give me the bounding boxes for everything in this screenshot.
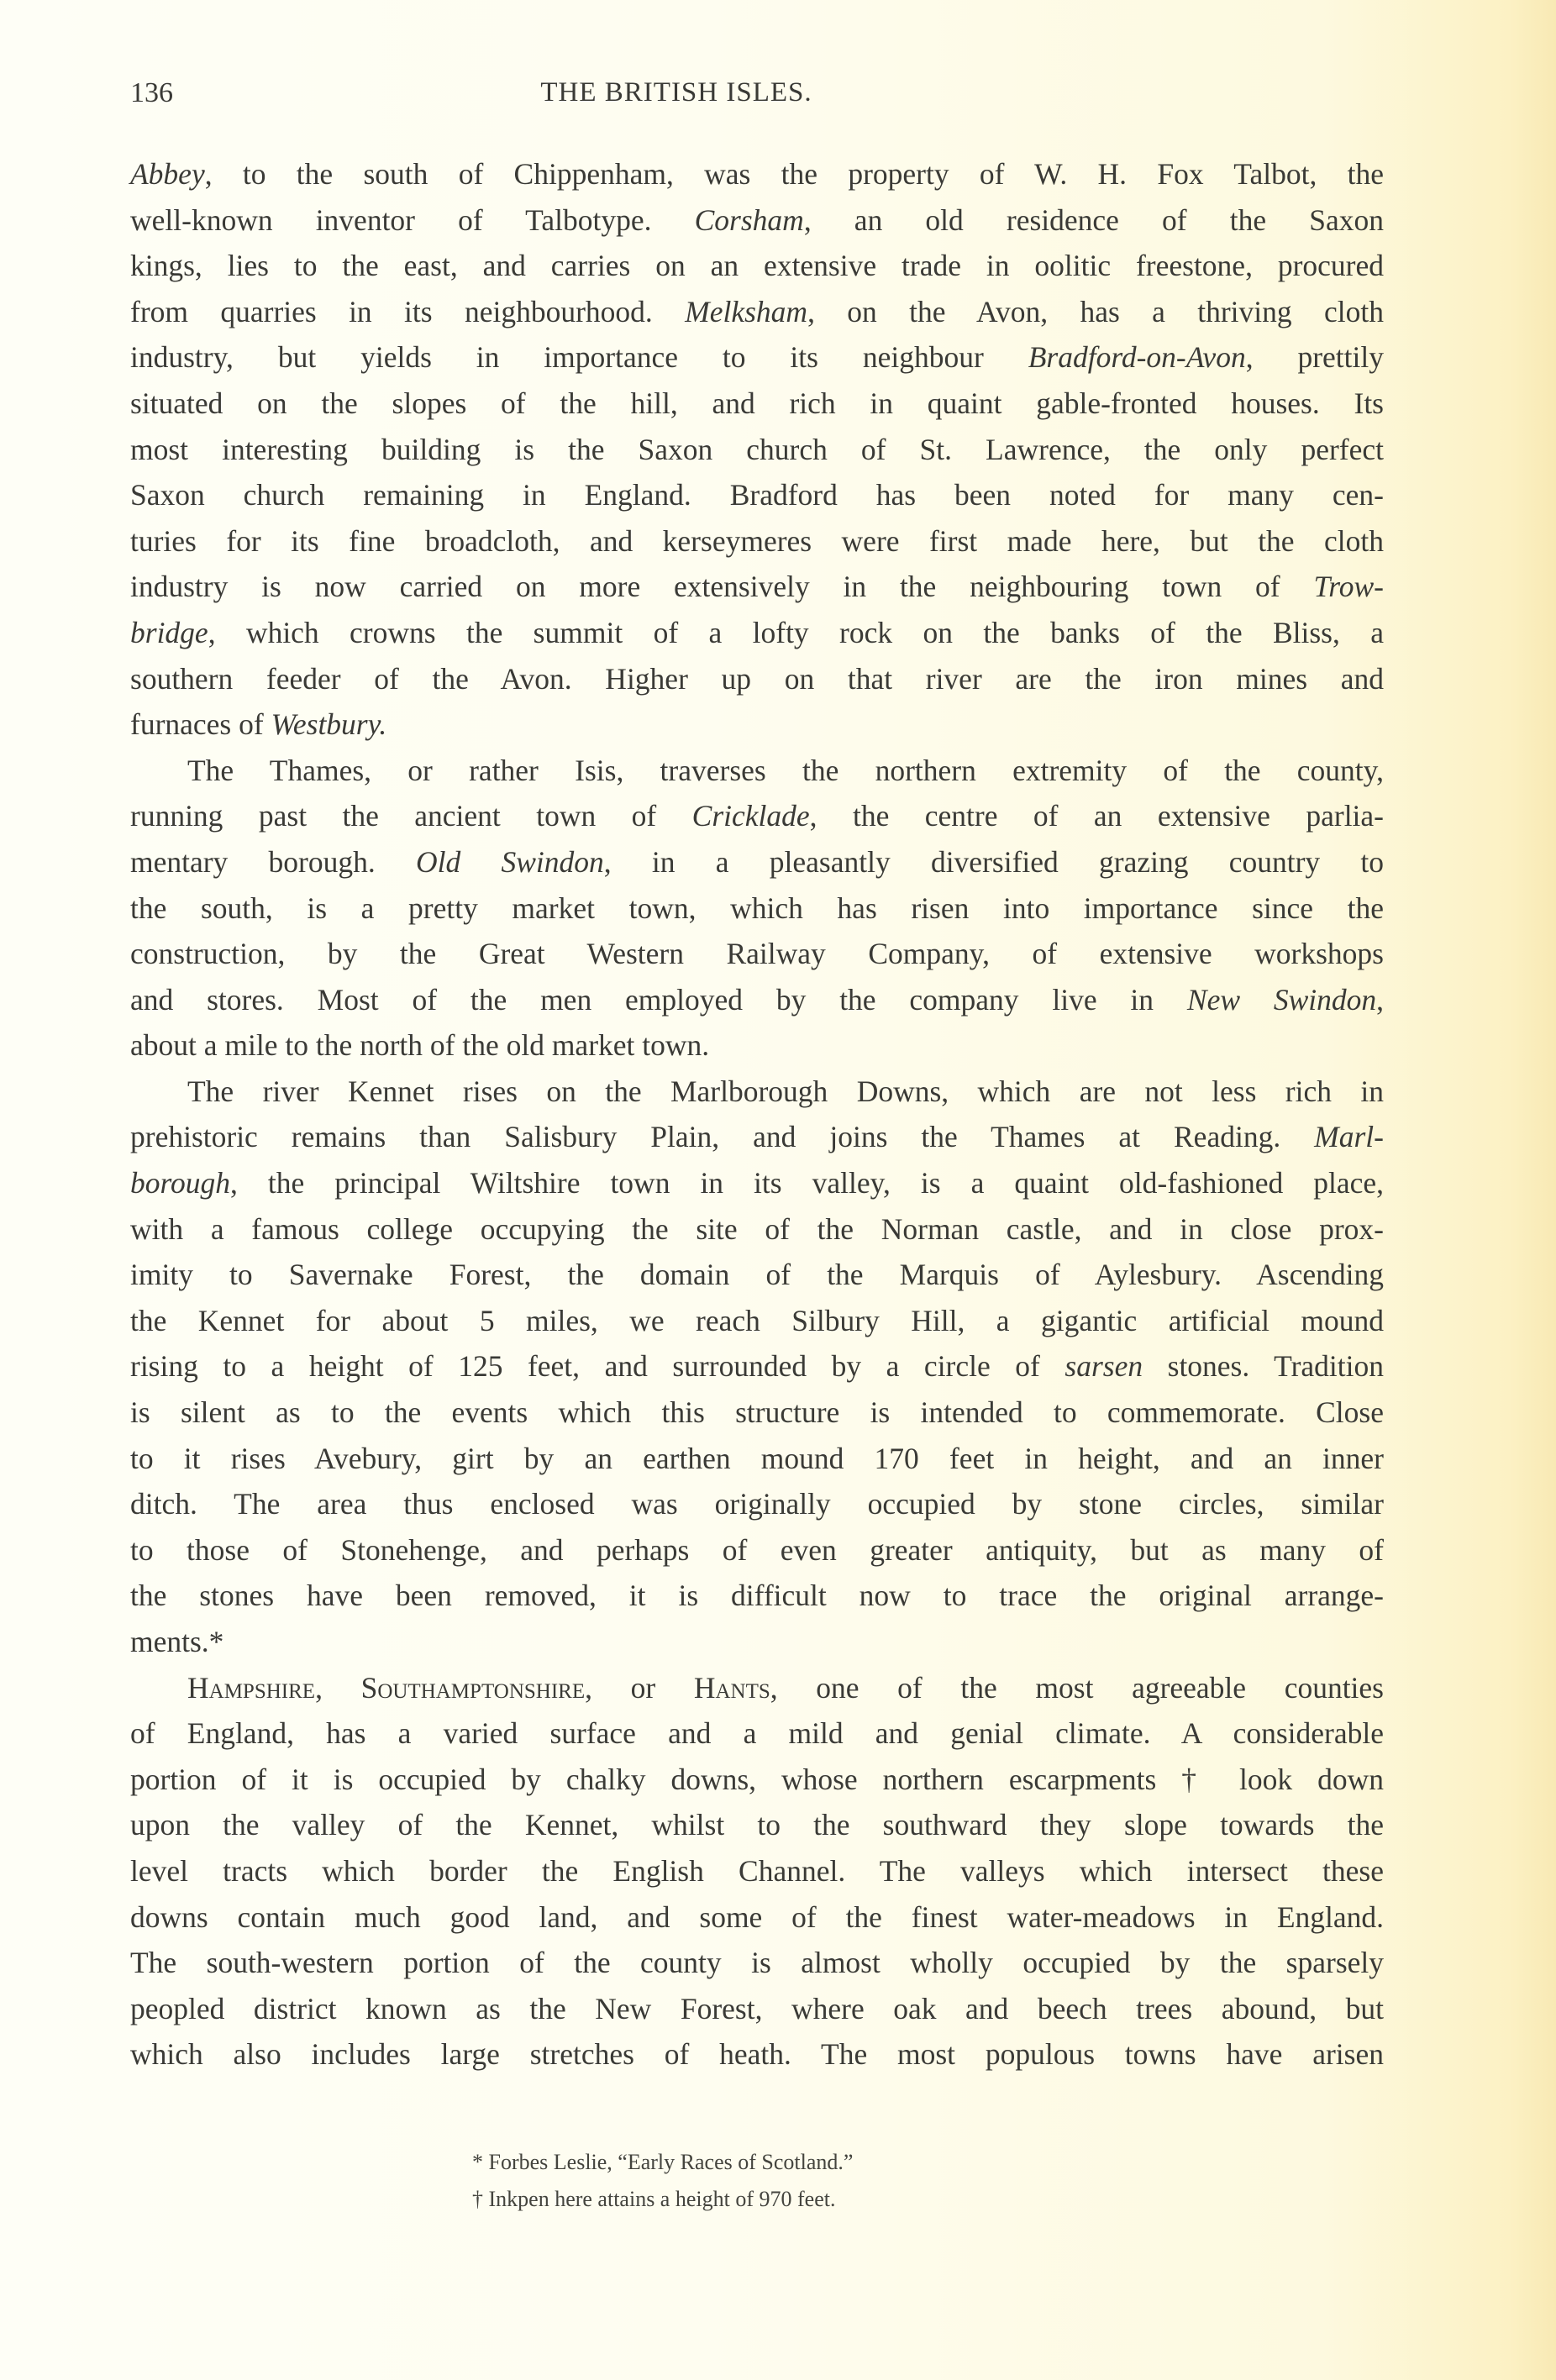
italic-place-name: sarsen — [1064, 1349, 1143, 1384]
italic-place-name: Cricklade — [691, 799, 810, 833]
text-run: downs contain much good land, and some of the finest water-meadows in England. — [130, 1899, 1384, 1934]
text-line — [130, 1436, 1384, 1482]
text-run: and stores. Most of the men employed by the company live in — [130, 982, 1187, 1017]
footnote — [0, 2181, 1556, 2218]
italic-place-name: Marl- — [1314, 1120, 1384, 1154]
text-run: , to the south of Chippenham, was the property of W. H. Fox Talbot, the — [204, 157, 1384, 191]
text-line — [130, 793, 1384, 839]
italic-place-name: bridge — [130, 615, 208, 649]
text-run: furnaces of — [130, 707, 271, 742]
italic-place-name: Westbury. — [271, 707, 387, 742]
text-run: industry is now carried on more extensively in the neighbouring town of — [130, 570, 1314, 604]
text-run: southern feeder of the Avon. Higher up on that river are the iron mines and — [130, 661, 1384, 696]
text-run: which also includes large stretches of heath. The most populous towns have arisen — [130, 2037, 1384, 2072]
text-line — [130, 1114, 1384, 1160]
text-line — [130, 656, 1384, 702]
text-run: the Kennet for about 5 miles, we reach Silbury Hill, a gigantic artificial mound — [130, 1303, 1384, 1337]
text-run: , in a pleasantly diversified grazing country to — [603, 844, 1384, 879]
text-line — [130, 977, 1384, 1023]
footnote-text: Forbes Leslie, “Early Races of Scotland.” — [488, 2150, 854, 2174]
text-run: the south, is a pretty market town, which has risen into importance since the — [130, 891, 1384, 925]
text-run: the stones have been removed, it is difficult now to trace the original arrange- — [130, 1579, 1384, 1613]
text-line — [130, 1160, 1384, 1206]
italic-place-name: Old Swindon — [416, 844, 604, 879]
text-run: rising to a height of 125 feet, and surrounded by a circle of — [130, 1349, 1065, 1384]
text-run: , one of the most agreeable counties — [770, 1670, 1384, 1705]
paragraph — [130, 1069, 1384, 1665]
text-line — [130, 1298, 1384, 1344]
text-run: with a famous college occupying the site of the Norman castle, and in close prox- — [130, 1211, 1384, 1246]
text-run: to those of Stonehenge, and perhaps of even greater antiquity, but as many of — [130, 1532, 1384, 1567]
text-line — [130, 289, 1384, 335]
text-run: , an old residence of the Saxon — [803, 202, 1384, 237]
text-line — [130, 1527, 1384, 1574]
text-line — [130, 151, 1384, 197]
text-run: The Thames, or rather Isis, traverses the northern extremity of the county, — [187, 753, 1384, 787]
italic-place-name: Abbey — [130, 157, 205, 191]
text-line — [130, 1940, 1384, 1986]
text-line — [130, 1665, 1384, 1711]
italic-place-name: Bradford-on-Avon — [1028, 340, 1246, 375]
italic-place-name: Melksham — [685, 294, 808, 328]
italic-place-name: Trow- — [1313, 570, 1384, 604]
text-line — [130, 1390, 1384, 1436]
text-run: , or — [585, 1670, 694, 1705]
text-line — [130, 334, 1384, 381]
text-line — [130, 518, 1384, 565]
text-run: The river Kennet rises on the Marlborough Downs, which are not less rich in — [187, 1074, 1384, 1108]
text-line — [130, 610, 1384, 656]
small-caps-heading: Hants — [693, 1670, 770, 1705]
text-run: well-known inventor of Talbotype. — [130, 202, 695, 237]
text-line — [130, 243, 1384, 289]
paragraph — [130, 1665, 1384, 2078]
text-run: portion of it is occupied by chalky downs, whose northern escarpments † look down — [130, 1762, 1384, 1796]
text-line — [130, 427, 1384, 473]
text-line — [130, 1802, 1384, 1848]
text-run: The south-western portion of the county is almost wholly occupied by the sparsely — [130, 1946, 1384, 1980]
footnote-mark: * — [472, 2150, 489, 2174]
text-line — [130, 1206, 1384, 1253]
text-run: peopled district known as the New Forest, where oak and beech trees abound, but — [130, 1991, 1384, 2025]
text-run: ments.* — [130, 1625, 224, 1658]
text-line — [130, 701, 1384, 748]
text-run: industry, but yields in importance to its neighbour — [130, 340, 1028, 375]
running-head — [130, 77, 1382, 119]
text-run: ditch. The area thus enclosed was originally occupied by stone circles, similar — [130, 1487, 1384, 1521]
footnote-text: Inkpen here attains a height of 970 feet. — [488, 2187, 836, 2211]
paragraph — [130, 748, 1384, 1069]
text-line — [130, 472, 1384, 518]
text-run: of England, has a varied surface and a mild and genial climate. A considerable — [130, 1716, 1384, 1751]
text-run: construction, by the Great Western Railway Company, of extensive workshops — [130, 937, 1384, 971]
text-line — [130, 1573, 1384, 1619]
text-line — [130, 1481, 1384, 1527]
text-run: , the principal Wiltshire town in its valley, is a quaint old-fashioned place, — [230, 1166, 1384, 1201]
text-run: imity to Savernake Forest, the domain of the Marquis of Aylesbury. Ascending — [130, 1258, 1384, 1292]
text-run: situated on the slopes of the hill, and rich in quaint gable-fronted houses. Its — [130, 386, 1384, 420]
text-line — [130, 931, 1384, 977]
text-run: mentary borough. — [130, 844, 416, 879]
page-number: 136 — [130, 77, 173, 108]
text-line — [130, 1710, 1384, 1757]
italic-place-name: Corsham — [694, 202, 804, 237]
paragraph — [130, 151, 1384, 748]
text-line — [130, 1986, 1384, 2032]
text-line — [130, 381, 1384, 427]
text-run: upon the valley of the Kennet, whilst to the southward they slope towards the — [130, 1808, 1384, 1842]
text-line — [130, 197, 1384, 244]
text-run: , on the Avon, has a thriving cloth — [807, 294, 1385, 328]
text-line — [130, 1894, 1384, 1941]
text-line — [130, 885, 1384, 932]
italic-place-name: borough — [130, 1166, 230, 1201]
text-run: , prettily — [1245, 340, 1385, 375]
text-run: , which crowns the summit of a lofty rock on the banks of the Bliss, a — [208, 615, 1384, 649]
text-line — [130, 1619, 1384, 1665]
small-caps-heading: Southamptonshire — [360, 1670, 586, 1705]
footnote-mark: † — [472, 2187, 489, 2211]
text-line — [130, 1252, 1384, 1298]
text-line — [130, 1343, 1384, 1390]
text-line — [130, 1022, 1384, 1069]
text-run: from quarries in its neighbourhood. — [130, 294, 686, 328]
text-line — [130, 564, 1384, 610]
text-line — [130, 2031, 1384, 2078]
footnotes — [0, 2144, 1556, 2218]
text-line — [130, 839, 1384, 885]
text-run: , the centre of an extensive parlia- — [809, 799, 1384, 833]
text-run: stones. Tradition — [1143, 1349, 1384, 1384]
text-run: turies for its fine broadcloth, and kerseymeres were first made here, but the cloth — [130, 523, 1384, 558]
text-line — [130, 748, 1384, 794]
body-text — [130, 151, 1384, 2078]
text-run: , — [315, 1670, 361, 1705]
text-line — [130, 1757, 1384, 1803]
text-run: level tracts which border the English Channel. The valleys which intersect these — [130, 1853, 1384, 1888]
text-line — [130, 1069, 1384, 1115]
text-run: kings, lies to the east, and carries on an extensive trade in oolitic freestone, procured — [130, 249, 1384, 283]
italic-place-name: New Swindon — [1186, 982, 1377, 1017]
text-line — [130, 1848, 1384, 1894]
text-run: prehistoric remains than Salisbury Plain, and joins the Thames at Reading. — [130, 1120, 1315, 1154]
text-run: running past the ancient town of — [130, 799, 692, 833]
text-run: most interesting building is the Saxon church of St. Lawrence, the only perfect — [130, 432, 1384, 466]
text-run: about a mile to the north of the old market town. — [130, 1028, 710, 1063]
text-run: Saxon church remaining in England. Bradford has been noted for many cen- — [130, 478, 1384, 512]
text-run: , — [1376, 982, 1385, 1017]
text-run: is silent as to the events which this structure is intended to commemorate. Close — [130, 1395, 1384, 1430]
small-caps-heading: Hampshire — [187, 1670, 316, 1705]
text-run: to it rises Avebury, girt by an earthen mound 170 feet in height, and an inner — [130, 1441, 1384, 1475]
running-title: THE BRITISH ISLES. — [540, 77, 812, 108]
footnote — [0, 2144, 1556, 2181]
